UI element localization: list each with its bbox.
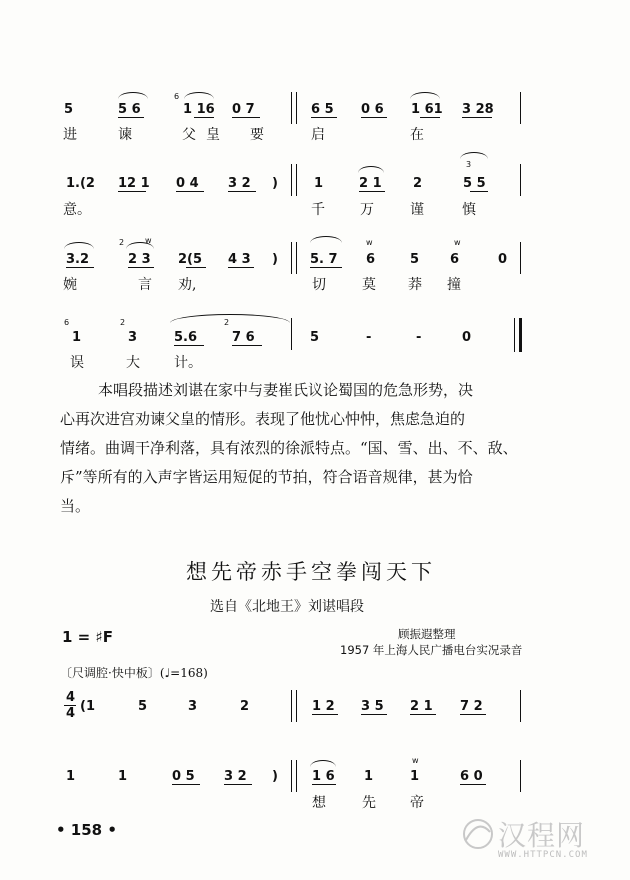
underline	[359, 191, 385, 192]
note: 0 4	[176, 176, 199, 191]
underline	[311, 117, 337, 118]
lyric: 婉	[63, 277, 77, 293]
paragraph-line: 情绪。曲调干净利落，具有浓烈的徐派特点。“国、雪、出、不、敌、	[60, 439, 518, 457]
lyric: 撞	[447, 277, 461, 293]
slur	[460, 152, 488, 159]
lyric: 言	[138, 277, 152, 293]
underline	[460, 714, 486, 715]
arranger-credit: 顾振遐整理	[398, 627, 456, 641]
note: 5	[410, 252, 420, 267]
paragraph-line: 当。	[60, 497, 91, 515]
barline	[291, 242, 292, 274]
ornament-mark: w	[454, 238, 461, 247]
underline	[462, 117, 492, 118]
slur	[184, 92, 214, 99]
barline	[296, 92, 297, 124]
note: 6	[450, 252, 460, 267]
lyric: 父皇	[182, 127, 230, 143]
lyric: 误	[70, 355, 84, 371]
note: 1 16	[183, 102, 215, 117]
lyric: 莽	[408, 277, 422, 293]
underline	[312, 784, 336, 785]
underline	[128, 267, 154, 268]
underline	[172, 784, 200, 785]
paragraph-line: 心再次进宫劝谏父皇的情形。表现了他忧心忡忡，焦虑急迫的	[60, 410, 466, 428]
lyric: 莫	[362, 277, 376, 293]
note: 1 6	[312, 769, 335, 784]
barline	[291, 164, 292, 196]
slur	[358, 166, 384, 173]
note: 0 5	[172, 769, 195, 784]
barline	[520, 92, 521, 124]
note: 0	[498, 252, 508, 267]
underline	[186, 267, 206, 268]
note: 5	[310, 330, 320, 345]
underline	[361, 714, 387, 715]
note: 1	[66, 769, 76, 784]
slur	[310, 236, 342, 243]
underline	[232, 345, 262, 346]
barline	[520, 242, 521, 274]
grace-mark: 2	[120, 318, 126, 327]
time-signature-top: 4	[66, 690, 76, 705]
note: 1.(2	[66, 176, 95, 191]
barline	[296, 242, 297, 274]
lyric: 意。	[63, 202, 91, 218]
note: 1	[410, 769, 420, 784]
underline	[176, 191, 204, 192]
watermark-logo-text: 汉程网	[498, 819, 586, 852]
lyric: 先	[362, 795, 376, 811]
lyric: 在	[410, 127, 424, 143]
note: 3	[188, 699, 198, 714]
lyric: 万	[360, 202, 374, 218]
underline	[420, 117, 440, 118]
underline	[312, 714, 338, 715]
slur	[310, 760, 336, 767]
key-signature: 1 = ♯F	[62, 628, 113, 646]
slur	[118, 92, 148, 99]
slur	[170, 314, 290, 323]
note: 3 28	[462, 102, 494, 117]
lyric: 谏	[118, 127, 132, 143]
note: 0 7	[232, 102, 255, 117]
page-number: • 158 •	[56, 821, 117, 839]
note: 4 3	[228, 252, 251, 267]
note: 7 2	[460, 699, 483, 714]
note: 6	[366, 252, 376, 267]
grace-mark: 6	[64, 318, 70, 327]
note: 3 2	[224, 769, 247, 784]
tempo-marking: 〔尺调腔·快中板〕(♩=168)	[60, 666, 208, 680]
underline	[118, 191, 146, 192]
note: 6 0	[460, 769, 483, 784]
underline	[66, 267, 94, 268]
lyric: 要	[250, 127, 264, 143]
note: 1 2	[312, 699, 335, 714]
note: 3 2	[228, 176, 251, 191]
lyric: 想	[312, 795, 326, 811]
barline	[296, 690, 297, 722]
note: 5	[64, 102, 74, 117]
grace-mark: 2	[119, 238, 125, 247]
note: 5	[138, 699, 148, 714]
note: 5 6	[118, 102, 141, 117]
final-barline-thick	[519, 318, 522, 352]
note: 2	[413, 176, 423, 191]
note: 0 6	[361, 102, 384, 117]
note: )	[272, 176, 278, 191]
ornament-mark: w	[412, 756, 419, 765]
barline	[520, 760, 521, 792]
slur	[410, 92, 440, 99]
underline	[118, 117, 144, 118]
note: 2 3	[128, 252, 151, 267]
barline	[296, 760, 297, 792]
note: 12 1	[118, 176, 150, 191]
note: 1	[118, 769, 128, 784]
watermark-logo-icon	[458, 812, 498, 852]
note: -	[366, 330, 372, 345]
underline	[224, 784, 252, 785]
underline	[228, 267, 254, 268]
barline	[520, 690, 521, 722]
note: 1	[72, 330, 82, 345]
ornament-mark: w	[145, 236, 152, 245]
barline	[520, 164, 521, 196]
lyric: 进	[63, 127, 77, 143]
note: 6 5	[311, 102, 334, 117]
barline	[291, 760, 292, 792]
song-title: 想先帝赤手空拳闯天下	[186, 560, 436, 584]
note: 2(5	[178, 252, 203, 267]
underline	[460, 784, 486, 785]
grace-mark: 2	[224, 318, 230, 327]
underline	[470, 191, 488, 192]
barline	[296, 164, 297, 196]
note: 7 6	[232, 330, 255, 345]
underline	[410, 714, 436, 715]
lyric: 谨	[410, 202, 424, 218]
note: 3	[128, 330, 138, 345]
paragraph-line: 斥”等所有的入声字皆运用短促的节拍，符合语音规律，甚为恰	[60, 468, 473, 486]
note: 2 1	[359, 176, 382, 191]
song-subtitle: 选自《北地王》刘谌唱段	[210, 599, 364, 615]
underline	[361, 117, 387, 118]
note: 2 1	[410, 699, 433, 714]
underline	[232, 117, 260, 118]
slur	[126, 242, 154, 249]
ornament-mark: w	[366, 238, 373, 247]
note: 3 5	[361, 699, 384, 714]
barline	[291, 690, 292, 722]
lyric: 劝,	[178, 277, 197, 293]
note: 5. 7	[310, 252, 338, 267]
barline	[291, 318, 292, 350]
note: 1	[364, 769, 374, 784]
note: (1	[80, 699, 95, 714]
lyric: 切	[312, 277, 326, 293]
underline	[194, 117, 214, 118]
grace-mark: 3	[466, 160, 472, 169]
note: -	[416, 330, 422, 345]
barline	[291, 92, 292, 124]
note: 3.2	[66, 252, 90, 267]
note: 1	[314, 176, 324, 191]
note: 1 61	[411, 102, 443, 117]
description-paragraph	[60, 376, 540, 521]
note: )	[272, 769, 278, 784]
underline	[174, 345, 204, 346]
lyric: 帝	[410, 795, 424, 811]
note: 2	[240, 699, 250, 714]
source-credit: 1957 年上海人民广播电台实况录音	[340, 643, 523, 657]
underline	[228, 191, 256, 192]
grace-mark: 6	[174, 92, 180, 101]
note: )	[272, 252, 278, 267]
underline	[310, 267, 342, 268]
lyric: 慎	[462, 202, 476, 218]
slur	[64, 242, 94, 249]
note: 0	[462, 330, 472, 345]
paragraph-line: 本唱段描述刘谌在家中与妻崔氏议论蜀国的危急形势，决	[98, 381, 474, 399]
note: 5 5	[463, 176, 486, 191]
time-signature-bottom: 4	[66, 706, 76, 721]
lyric: 千	[311, 202, 325, 218]
watermark-url: WWW.HTTPCN.COM	[498, 850, 588, 860]
note: 5.6	[174, 330, 198, 345]
lyric: 大	[126, 355, 140, 371]
lyric: 计。	[174, 355, 202, 371]
final-barline-thin	[514, 318, 515, 352]
lyric: 启	[311, 127, 325, 143]
